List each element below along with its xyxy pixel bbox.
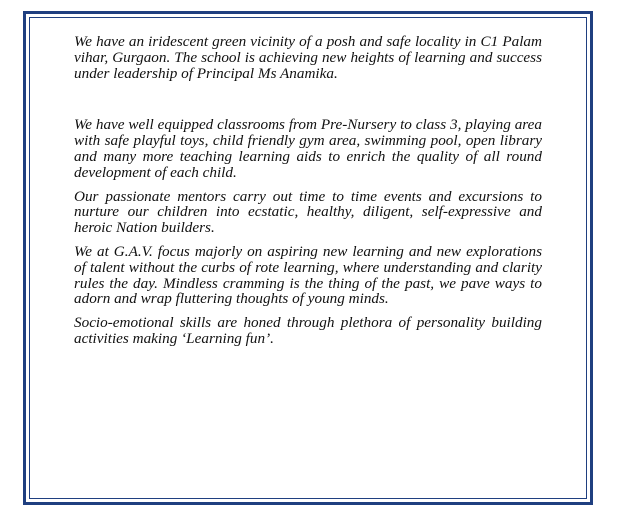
paragraph-socio-emotional: Socio-emotional skills are honed through plethora of personality building activities making ‘Learning fun’.: [74, 314, 542, 347]
document-body: [74, 34, 542, 355]
paragraph-mentors: Our passionate mentors carry out time to time events and excursions to nurture our children into ecstatic, healthy, diligent, self-expressive and heroic Nation builders.: [74, 187, 542, 237]
paragraph-intro: We have an iridescent green vicinity of a posh and safe locality in C1 Palam vihar, Gurgaon. The school is achieving new heights of learning and success under leadership of Principal Ms Anamika.: [74, 33, 542, 82]
paragraph-focus: We at G.A.V. focus majorly on aspiring new learning and new explorations of talent without the curbs of rote learning, where understanding and clarity rules the day. Mindless cramming is the thing of the past, we pave ways to adorn and wrap fluttering thoughts of young minds.: [74, 242, 542, 308]
paragraph-facilities: We have well equipped classrooms from Pre-Nursery to class 3, playing area with safe playful toys, child friendly gym area, swimming pool, open library and many more teaching learning aids to enrich the quality of all round development of each child.: [74, 116, 542, 181]
